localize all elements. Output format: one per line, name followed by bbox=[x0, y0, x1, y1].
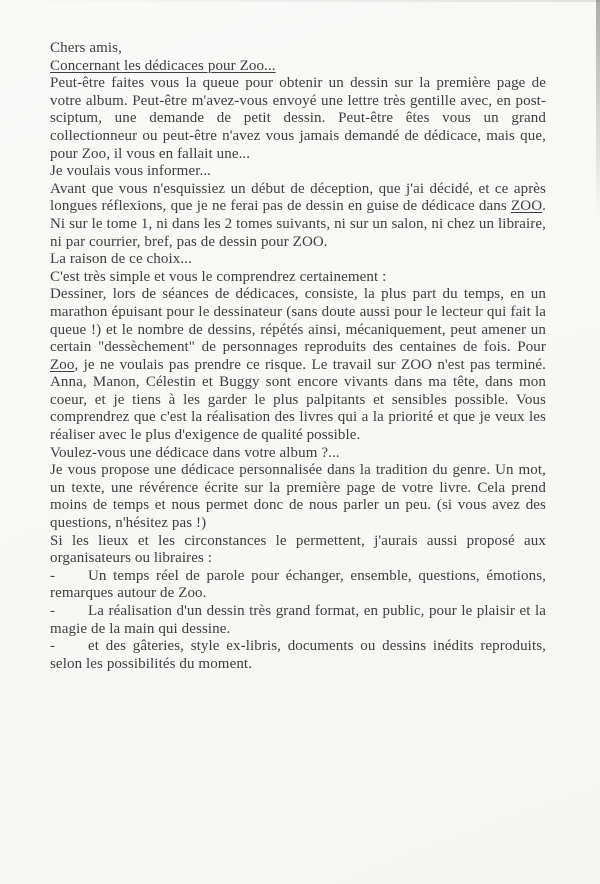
bullet-dash: - bbox=[50, 567, 56, 584]
zoo-underlined: Zoo bbox=[50, 356, 75, 373]
bullet-dash: - bbox=[50, 638, 56, 655]
salutation: Chers amis, bbox=[50, 40, 122, 56]
bullet-dash: - bbox=[50, 603, 56, 619]
subject-line bbox=[50, 58, 546, 76]
marathon-text-pre: Dessiner, lors de séances de dédicaces, consiste, la plus part du temps, en un marathon épuisant pour le dessinateur (sans doute aussi pour le lecteur qui fait la queue !) et le nombre de dessins, répétés ainsi, mécaniquement, peut amener un certain "dessèchement" de personnages reproduits des centaines de fois. Pour bbox=[50, 286, 546, 356]
paragraph-decision bbox=[50, 181, 546, 251]
bullet-text: La réalisation d'un dessin très grand format, en public, pour le plaisir et la magie de la main qui dessine. bbox=[50, 603, 546, 637]
letter-body bbox=[50, 40, 546, 673]
bullet-item-gateries bbox=[50, 638, 546, 673]
paragraph-simple: C'est très simple et vous le comprendrez certainement : bbox=[50, 268, 387, 285]
scan-edge-top-artifact bbox=[0, 0, 600, 2]
decision-text-pre: Avant que vous n'esquissiez un début de déception, que j'ai décidé, et ce après longues réflexions, que je ne ferai pas de dessin en guise de dédicace dans bbox=[50, 180, 546, 215]
lead-reason: La raison de ce choix... bbox=[50, 251, 192, 268]
bullet-item-dessin-grand-format bbox=[50, 603, 546, 638]
decision-text-post: . Ni sur le tome 1, ni dans les 2 tomes suivants, ni sur un salon, ni chez un libraire, ni par courrier, bref, pas de dessin pour ZOO. bbox=[50, 198, 546, 250]
subject-text: Concernant les dédicaces pour Zoo... bbox=[50, 57, 276, 74]
paragraph-propose: Je vous propose une dédicace personnalisée dans la tradition du genre. Un mot, un texte, une révérence écrite sur la première page de votre livre. Cela prend moins de temps et nous permet donc de nous parler un peu. (si vous avez des questions, n'hésitez pas !) bbox=[50, 462, 546, 532]
bullet-item-temps-parole bbox=[50, 568, 546, 603]
paragraph-queue: Peut-être faites vous la queue pour obtenir un dessin sur la première page de votre album. Peut-être m'avez-vous envoyé une lettre très gentille avec, en post-sciptum, une demande de petit dessin. Peut-être êtes vous un grand collectionneur ou peut-être n'avez vous jamais demandé de dédicace, mais que, pour Zoo, il vous en fallait une... bbox=[50, 75, 546, 162]
bullet-text: et des gâteries, style ex-libris, documents ou dessins inédits reproduits, selon les possibilités du moment. bbox=[50, 638, 546, 672]
paragraph-marathon bbox=[50, 286, 546, 444]
marathon-text-post: , je ne voulais pas prendre ce risque. Le travail sur ZOO n'est pas terminé. Anna, Manon, Célestin et Buggy sont encore vivants dans ma tête, dans mon coeur, et je tiens à les garder le plus palpitants et sensibles possible. Vous comprendrez que c'est la réalisation des livres qui a la priorité et que je veux les réaliser avec le plus d'exigence de qualité possible. bbox=[50, 356, 546, 444]
bullet-text: Un temps réel de parole pour échanger, ensemble, questions, émotions, remarques autour de Zoo. bbox=[50, 567, 546, 602]
paragraph-si-lieux: Si les lieux et les circonstances le permettent, j'aurais aussi proposé aux organisateurs ou libraires : bbox=[50, 532, 546, 567]
question-line: Voulez-vous une dédicace dans votre album ?... bbox=[50, 444, 340, 461]
scan-edge-right-artifact bbox=[596, 0, 600, 215]
lead-informer: Je voulais vous informer... bbox=[50, 163, 212, 180]
zoo-underlined-caps: ZOO bbox=[511, 198, 543, 215]
